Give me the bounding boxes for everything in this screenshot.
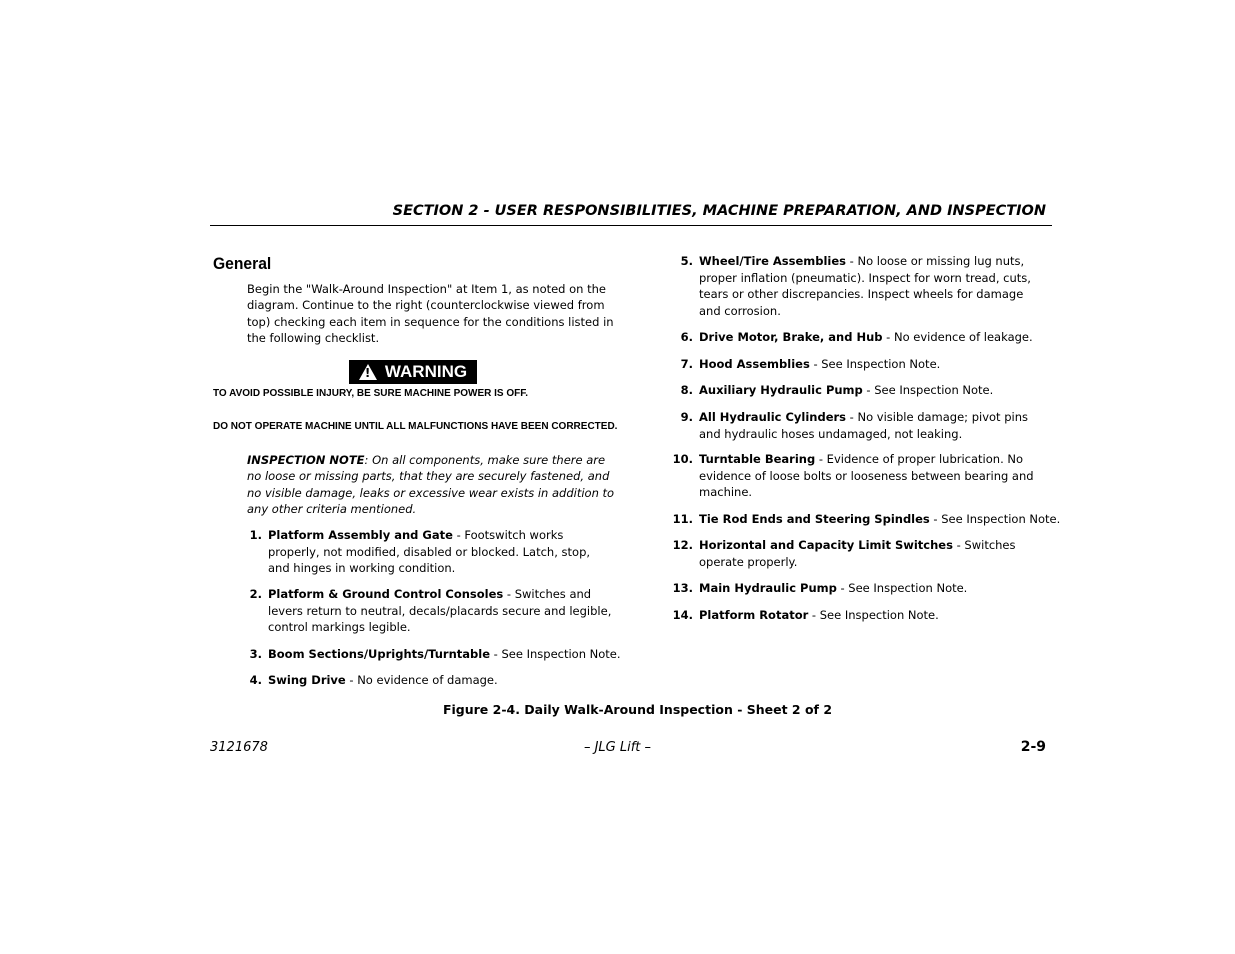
item-number: 3. [249,647,262,661]
item-desc: - Footswitch works properly, not modified, disabled or blocked. Latch, stop, and hinges in working condition. [268,528,591,576]
item-desc: - No evidence of damage. [345,673,498,687]
item-desc: - Switches and levers return to neutral, decals/placards secure and legible, control markings legible. [268,587,612,635]
inspection-note-text: : On all components, make sure there are no loose or missing parts, that they are securely fastened, and no visible damage, leaks or excessive wear exists in addition to any other criteria mentioned. [247,453,615,516]
item-number: 4. [249,673,262,687]
page-number: 2-9 [1020,739,1046,755]
warning-badge [349,360,477,384]
item-desc: - See Inspection Note. [808,608,939,622]
item-number: 9. [680,410,693,424]
item-number: 6. [680,330,693,344]
item-title: Hood Assemblies [699,357,810,371]
warning-triangle-icon [359,364,377,380]
item-title: Wheel/Tire Assemblies [699,254,847,268]
item-desc: - Switches operate properly. [699,538,1016,569]
item-title: Auxiliary Hydraulic Pump [699,383,863,397]
item-desc: - No loose or missing lug nuts, proper inflation (pneumatic). Inspect for worn tread, cuts, tears or other discrepancies. Inspect wheels for damage and corrosion. [699,254,1031,318]
item-number: 1. [249,528,262,542]
item-title: Boom Sections/Uprights/Turntable [268,647,491,661]
warning-label: WARNING [384,362,468,381]
item-number: 11. [672,512,693,526]
warning-line-2: DO NOT OPERATE MACHINE UNTIL ALL MALFUNCTIONS HAVE BEEN CORRECTED. [213,421,618,432]
item-desc: - See Inspection Note. [836,581,968,595]
item-desc: - Evidence of proper lubrication. No evidence of loose bolts or looseness between bearing and machine. [699,452,1034,500]
item-desc: - No evidence of leakage. [882,330,1033,344]
item-number: 2. [249,587,262,601]
item-title: Drive Motor, Brake, and Hub [699,330,883,344]
footer-brand: – JLG Lift – [583,740,652,755]
doc-number: 3121678 [210,740,268,755]
item-title: All Hydraulic Cylinders [699,410,847,424]
item-desc: - See Inspection Note. [809,357,941,371]
item-desc: - No visible damage; pivot pins and hydraulic hoses undamaged, not leaking. [699,410,1028,441]
item-number: 7. [680,357,693,371]
item-title: Platform & Ground Control Consoles [268,587,504,601]
item-title: Horizontal and Capacity Limit Switches [699,538,953,552]
item-title: Main Hydraulic Pump [699,581,837,595]
item-title: Platform Assembly and Gate [268,528,453,542]
item-number: 5. [680,254,693,268]
item-desc: - See Inspection Note. [929,512,1061,526]
warning-line-1: TO AVOID POSSIBLE INJURY, BE SURE MACHINE POWER IS OFF. [213,388,529,399]
item-number: 12. [672,538,693,552]
item-title: Tie Rod Ends and Steering Spindles [699,512,930,526]
item-title: Turntable Bearing [699,452,816,466]
figure-caption: Figure 2-4. Daily Walk-Around Inspection - Sheet 2 of 2 [442,702,833,717]
section-header: SECTION 2 - USER RESPONSIBILITIES, MACHINE PREPARATION, AND INSPECTION [392,203,1046,219]
item-number: 10. [672,452,693,466]
item-desc: - See Inspection Note. [490,647,621,661]
inspection-note-label: INSPECTION NOTE [247,453,365,467]
header-rule [210,225,1052,226]
item-number: 13. [672,581,693,595]
item-desc: - See Inspection Note. [862,383,994,397]
general-heading: General [213,254,272,273]
general-intro: Begin the "Walk-Around Inspection" at Item 1, as noted on the diagram. Continue to the right (counterclockwise viewed from top) checking each item in sequence for the conditions listed in the following checklist. [247,282,614,345]
inspection-note [247,452,619,517]
item-number: 8. [680,383,693,397]
item-title: Platform Rotator [699,608,809,622]
item-title: Swing Drive [268,673,346,687]
item-number: 14. [672,608,693,622]
